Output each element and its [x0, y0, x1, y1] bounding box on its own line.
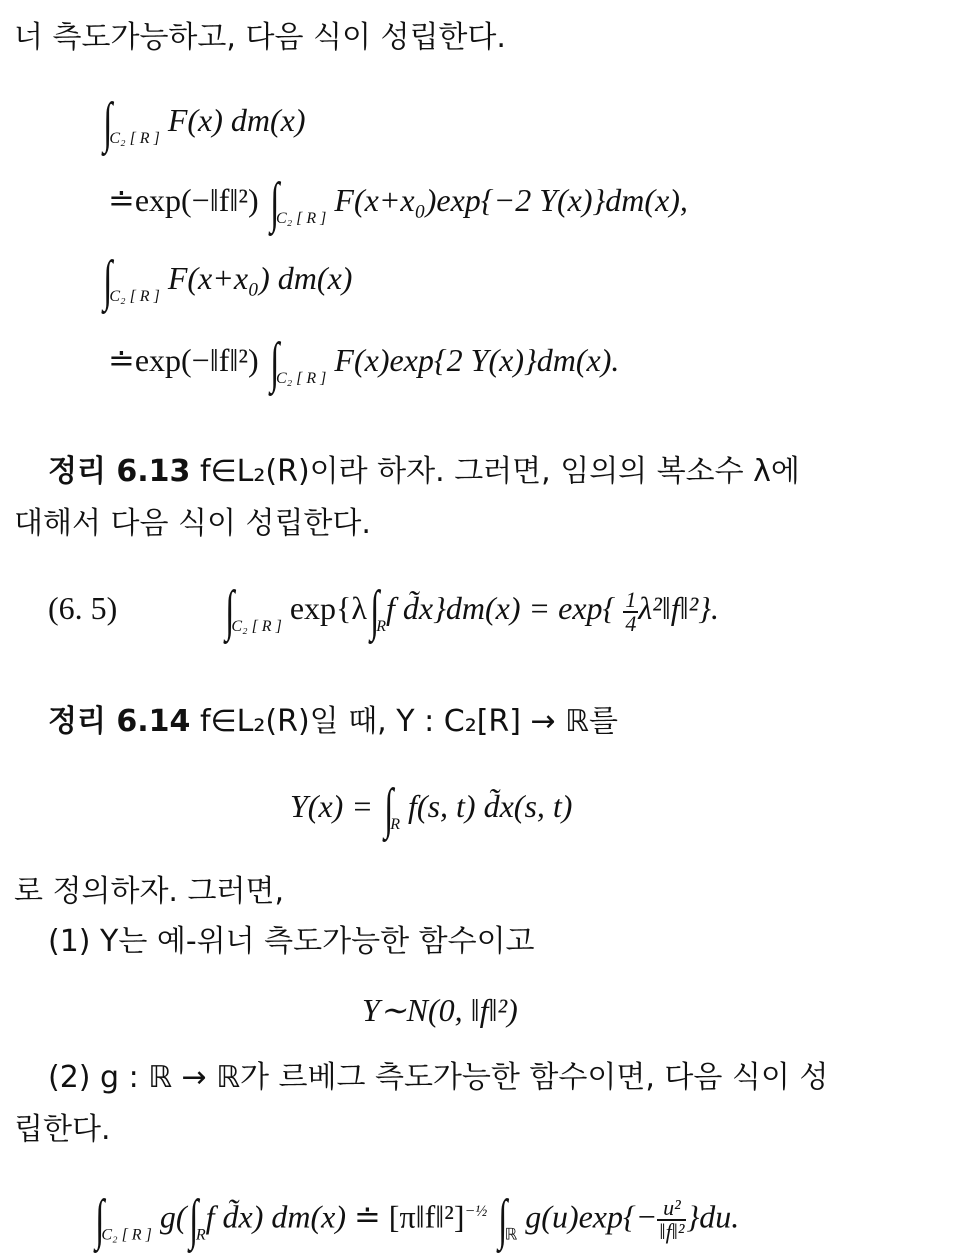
integral-domain: C₂ [ R ]: [275, 210, 327, 227]
integral-domain: R: [390, 816, 401, 833]
definition-text: 로 정의하자. 그러면,: [14, 874, 284, 909]
exp-tail: λ²‖f‖²}.: [638, 590, 720, 626]
item-1: (1) Y는 예-위너 측도가능한 함수이고: [48, 924, 535, 959]
equation-2-lhs: [100, 250, 353, 317]
integral-sign-2: ∫: [498, 1188, 508, 1251]
equation-label: (6. 5): [48, 590, 118, 626]
equation-lhs: Y(x) =: [290, 788, 373, 824]
equation-last: [92, 1188, 740, 1256]
integral-sign: ∫: [269, 172, 279, 234]
integral-domain-2: ℝ: [504, 1226, 518, 1244]
exp-factor: exp(−‖f‖²): [134, 182, 259, 218]
intro-text: 너 측도가능하고, 다음 식이 성립한다.: [14, 20, 506, 55]
theorem-text: f∈L₂(R)이라 하자. 그러면, 임의의 복소수 λ에: [199, 454, 800, 489]
theorem-label: 정리 6.13: [48, 454, 191, 489]
integrand: F(x)exp{2 Y(x)}dm(x).: [334, 342, 620, 378]
equation-1-lhs: [100, 92, 306, 159]
integrand-g: g(: [159, 1198, 187, 1235]
fraction-numerator: 1: [625, 586, 637, 612]
inner-integral-domain: R: [376, 618, 387, 635]
equation-1-rhs: [108, 172, 688, 239]
equation-2-rhs: [108, 332, 620, 399]
normalizer-exponent: −½: [464, 1203, 488, 1220]
inner-integral-domain: R: [195, 1226, 206, 1244]
integral-domain: C₂ [ R ]: [109, 130, 160, 147]
equation-y-definition: [290, 778, 573, 845]
item-2-cont: 립한다.: [14, 1112, 111, 1147]
integral-sign: ∫: [269, 332, 279, 394]
normalizer: [π‖f‖²]: [388, 1198, 465, 1235]
integral-sign: ∫: [103, 92, 113, 154]
equation-rhs: f(s, t) d̃x(s, t): [408, 788, 573, 824]
theorem-6-13: [48, 452, 800, 492]
theorem-label: 정리 6.14: [48, 704, 191, 739]
fraction-denominator: 4: [625, 610, 637, 636]
exp-factor: exp(−‖f‖²): [134, 342, 259, 378]
inner-integrand: f d̃x}dm(x) = exp{: [386, 590, 616, 626]
inner-integral-sign: ∫: [369, 580, 380, 642]
equation-normal: Y∼N(0, ‖f‖²): [362, 992, 518, 1028]
integral-sign: ∫: [103, 250, 113, 312]
integral-sign: ∫: [95, 1188, 105, 1251]
relation-symbol: ≐: [353, 1198, 381, 1235]
integral-domain: C₂ [ R ]: [109, 288, 160, 305]
item-2: (2) g : ℝ → ℝ가 르베그 측도가능한 함수이면, 다음 식이 성: [48, 1060, 829, 1095]
integrand-tail: }du.: [686, 1198, 740, 1235]
theorem-text: f∈L₂(R)일 때, Y : C₂[R] → ℝ를: [199, 704, 618, 739]
integral-sign: ∫: [225, 580, 235, 642]
fraction-denominator: ‖f‖²: [659, 1219, 685, 1245]
integrand-gu: g(u)exp{−: [525, 1198, 658, 1235]
theorem-6-14: [48, 702, 618, 742]
integrand: F(x+x₀) dm(x): [167, 260, 353, 296]
integrand: F(x) dm(x): [167, 102, 306, 138]
integral-domain: C₂ [ R ]: [101, 1226, 152, 1244]
integral-sign: ∫: [383, 778, 394, 840]
relation-symbol: ≐: [108, 342, 135, 378]
integrand: F(x+x₀)exp{−2 Y(x)}dm(x),: [334, 182, 688, 218]
equation-number: [48, 588, 117, 628]
fraction: [623, 586, 638, 636]
fraction: [657, 1197, 686, 1243]
fraction-numerator: u²: [657, 1197, 686, 1221]
inner-integral-sign: ∫: [189, 1188, 199, 1251]
integral-domain: C₂ [ R ]: [231, 618, 282, 635]
exp-open: exp{λ: [289, 590, 367, 626]
inner-integrand: f d̃x) dm(x): [205, 1198, 346, 1235]
equation-6-5: [222, 580, 720, 647]
relation-symbol: ≐: [108, 182, 135, 218]
theorem-6-13-cont: 대해서 다음 식이 성립한다.: [14, 506, 371, 541]
integral-domain: C₂ [ R ]: [275, 370, 327, 387]
